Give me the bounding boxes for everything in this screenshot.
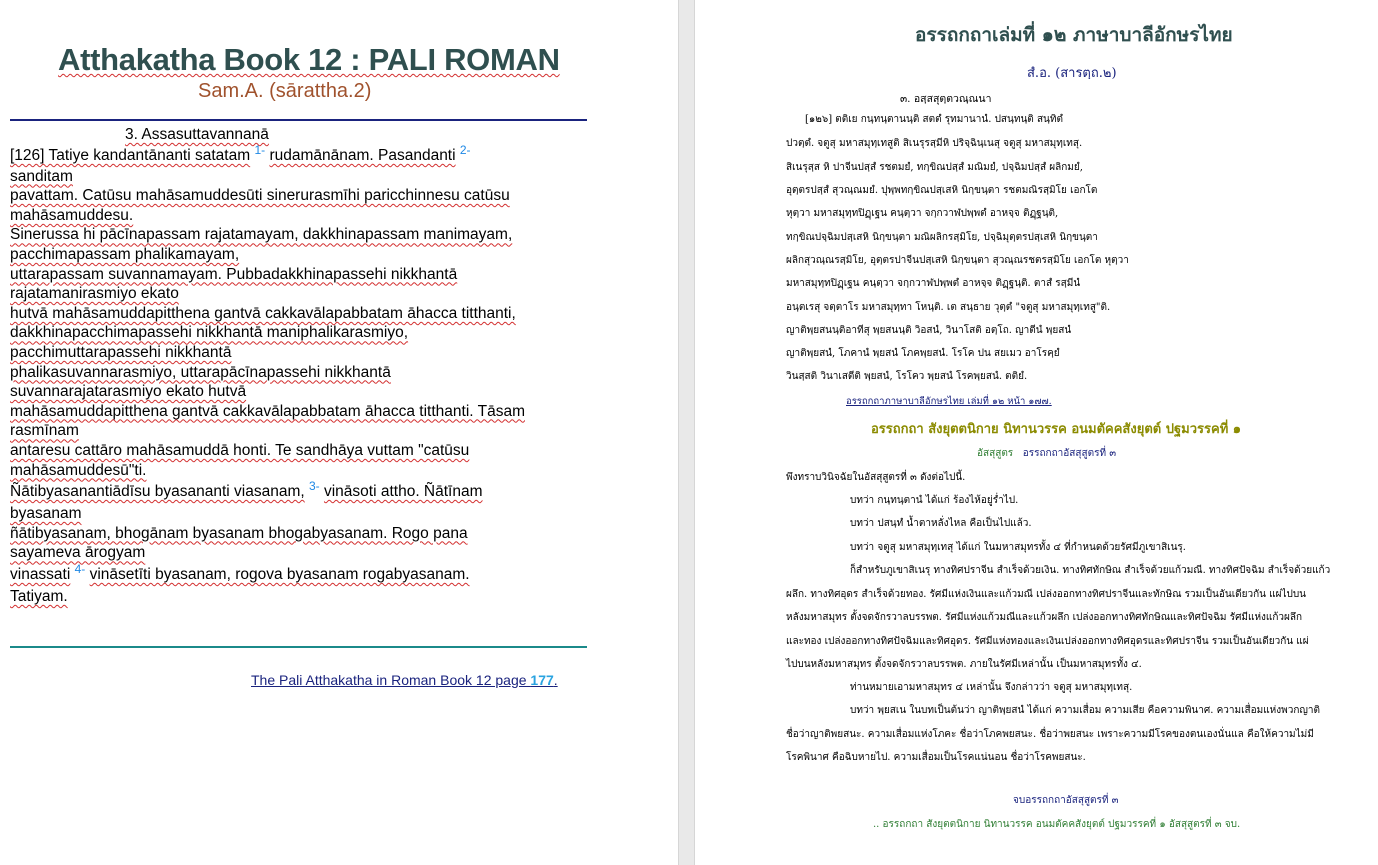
pali-thai-line: วินสฺสติ วินาเสตีติ พฺยสนํ, โรโคว พฺยสนํ โรคพฺยสนํ. ตติยํ. [786, 371, 1028, 382]
pali-roman-body [10, 143, 590, 606]
thai-section-title: อรรถกถา สังยุตตนิกาย นิทานวรรค อนมตัคคสังยุตต์ ปฐมวรรคที่ ๑ [871, 422, 1242, 437]
thai-text-line: บทว่า กนฺทนฺตานํ ได้แก่ ร้องไห้อยู่ร่ำไป. [850, 495, 1019, 506]
sutta-ref: อรรถกถาอัสสุสูตรที่ ๓ [1022, 448, 1117, 459]
footnote-marker[interactable]: 1- [254, 143, 266, 157]
text-line: rajatamanirasmiyo ekato [10, 285, 179, 303]
page-number: 177 [530, 672, 554, 688]
text-line: ñātibyasanam, bhogānam byasanam bhogabyasanam. Rogo pana [10, 524, 468, 542]
thai-text-line: ก็สำหรับภูเขาสิเนรุ ทางทิศปราจีน สำเร็จด้วยเงิน. ทางทิศทักษิณ สำเร็จด้วยแก้วมณี. ทางทิศปัจฉิม สำเร็จด้วยแก้ว [850, 565, 1331, 576]
top-rule [10, 119, 587, 121]
footnote-marker[interactable]: 2- [459, 143, 471, 157]
thai-section-heading: ๓. อสฺสสุตฺตวณฺณนา [900, 93, 992, 105]
thai-text-line: โรคพินาศ คือฉิบหายไป. ความเสื่อมเป็นโรคแน่นอน ชื่อว่าโรคพยสนะ. [786, 752, 1086, 763]
thai-text-line: ผลึก. ทางทิศอุดร สำเร็จด้วยทอง. รัศมีแห่งเงินและแก้วมณี เปล่งออกทางทิศปราจีนและทักษิณ รวมเป็นอันเดียวกัน แผ่ไปบน [786, 589, 1307, 600]
text-line: antaresu cattāro mahāsamuddā honti. Te sandhāya vuttam "catūsu [10, 441, 470, 459]
thai-text-line: ชื่อว่าญาติพยสนะ. ความเสื่อมแห่งโภคะ ชื่อว่าโภคพยสนะ. ชื่อว่าพยสนะ เพราะความมีโรคของตนเองนั่นแล คือให้ความไม่มี [786, 729, 1314, 740]
thai-text-line: ไปบนหลังมหาสมุทร ตั้งจดจักรวาลบรรพต. ภายในรัศมีเหล่านั้น เป็นมหาสมุทรทั้ง ๔. [786, 659, 1142, 670]
text-line: dakkhinapacchimapassehi nikkhantā maniphalikarasmiyo, [10, 324, 409, 342]
text-line: mahāsamuddesu. [10, 206, 134, 224]
heading-text: 3. Assasuttavannanā [125, 126, 269, 143]
pali-thai-line: ปวตฺตํ. จตูสุ มหาสมุทฺเทสูติ สิเนรุรสฺมีหิ ปริจฺฉินฺเนสุ จตูสุ มหาสมุทฺเทสุ. [786, 138, 1083, 149]
text-line: Tatiyam. [10, 587, 68, 605]
thai-text-line: และทอง เปล่งออกทางทิศปัจฉิมและทิศอุดร. รัศมีแห่งทองและเงินเปล่งออกทางทิศอุดรและทิศปราจีน รวมเป็นอันเดียวกัน แผ่ [786, 636, 1309, 647]
thai-end-marker: จบอรรถกถาอัสสุสูตรที่ ๓ [1013, 795, 1119, 806]
page-title: Atthakatha Book 12 : PALI ROMAN [58, 42, 560, 77]
thai-text-line: หลังมหาสมุทร ตั้งจดจักรวาลบรรพต. รัศมีแห่งแก้วมณีและแก้วผลึก เปล่งออกทางทิศทักษิณและทิศปัจฉิม รัศมีแห่งแก้วผลึก [786, 612, 1303, 623]
text-line: Sinerussa hi pācīnapassam rajatamayam, dakkhinapassam manimayam, [10, 226, 513, 244]
left-pane-pali-roman [0, 0, 678, 865]
pali-thai-line: อนฺตเรสุ จตฺตาโร มหาสมุทฺทา โหนฺติ. เต สนฺธาย วุตฺตํ "จตูสุ มหาสมุทฺเทสู"ติ. [786, 302, 1111, 313]
text-line: mahāsamuddapitthena gantvā cakkavālapabbatam āhacca titthanti. Tāsam [10, 402, 525, 420]
thai-end-summary: .. อรรถกถา สังยุตตนิกาย นิทานวรรค อนมตัคคสังยุตต์ ปฐมวรรคที่ ๑ อัสสุสูตรที่ ๓ จบ. [873, 819, 1241, 830]
text-line: rasmīnam [10, 422, 79, 440]
pane-divider[interactable] [678, 0, 695, 865]
text-line: [126] Tatiye kandantānanti satatam $^{1-}$ rudamānānam. Pasandanti $^{2-}$ [10, 143, 471, 164]
text-line: pavattam. Catūsu mahāsamuddesūti sinerurasmīhi paricchinnesu catūsu [10, 187, 510, 205]
text-line: pacchimuttarapassehi nikkhantā [10, 343, 232, 361]
pali-thai-line: หุตฺวา มหาสมุทฺทปิฏฺเฐน คนฺตฺวา จกฺกวาฬปพฺพตํ อาหจฺจ ติฏฺฐนฺติ, [786, 208, 1059, 219]
text-line: suvannarajatarasmiyo ekato hutvā [10, 383, 247, 401]
text-line: uttarapassam suvannamayam. Pubbadakkhinapassehi nikkhantā [10, 265, 458, 283]
pali-thai-line: อุตฺตรปสฺสํ สุวณฺณมยํ. ปุพฺพทกฺขิณปสฺเสหิ นิกฺขนฺตา รชตมณิรสฺมิโย เอกโต [786, 185, 1098, 196]
section-heading [125, 126, 269, 144]
thai-sutta-header [977, 446, 1116, 461]
text-line: phalikasuvannarasmiyo, uttarapācīnapassehi nikkhantā [10, 363, 391, 381]
thai-page-subtitle: สํ.อ. (สารตฺถ.๒) [1027, 66, 1117, 81]
pali-thai-line: ทกฺขิณปจฺฉิมปสฺเสหิ นิกฺขนฺตา มณิผลิกรสฺมิโย, ปจฺฉิมุตฺตรปสฺเสหิ นิกฺขนฺตา [786, 232, 1098, 243]
pali-thai-line: ญาติพฺยสนนฺติอาทีสุ พฺยสนนฺติ วิอสนํ, วินาโสติ อตฺโถ. ญาตีนํ พฺยสนํ [786, 325, 1072, 336]
thai-intro-line: พึงทราบวินิจฉัยในอัสสุสูตรที่ ๓ ดังต่อไปนี้. [786, 472, 966, 483]
sutta-label: อัสสุสูตร [977, 448, 1014, 459]
bottom-rule [10, 646, 587, 648]
pali-thai-line: มหาสมุทฺทปิฏฺเฐน คนฺตฺวา จกฺกวาฬปพฺพตํ อาหจฺจ ติฏฺฐนฺติ. ตาสํ รสฺมีนํ [786, 278, 1081, 289]
pali-thai-line: ญาติพฺยสนํ, โภคานํ พฺยสนํ โภคพฺยสนํ. โรโค ปน สยเมว อาโรคฺยํ [786, 348, 1060, 359]
page-subtitle: Sam.A. (sārattha.2) [198, 80, 372, 102]
thai-page-title: อรรถกถาเล่มที่ ๑๒ ภาษาบาลีอักษรไทย [915, 24, 1233, 46]
text-line: pacchimapassam phalikamayam, [10, 245, 240, 263]
text-line: sayameva ārogyam [10, 544, 146, 562]
thai-text-line: บทว่า พฺยสเน ในบทเป็นต้นว่า ญาติพฺยสนํ ได้แก่ ความเสื่อม ความเสีย คือความพินาศ. ความเสื่อมแห่งพวกญาติ [850, 705, 1321, 716]
footnote-marker[interactable]: 4- [74, 561, 86, 576]
text-line: hutvā mahāsamuddapitthena gantvā cakkavālapabbatam āhacca titthanti, [10, 304, 516, 322]
text-line: byasanam [10, 505, 82, 523]
thai-page-link[interactable]: อรรถกถาภาษาบาลีอักษรไทย เล่มที่ ๑๒ หน้า ๑๗๗. [846, 396, 1052, 407]
pali-thai-line: สิเนรุสฺส หิ ปาจีนปสฺสํ รชตมยํ, ทกฺขิณปสฺสํ มณิมยํ, ปจฺฉิมปสฺสํ ผลิกมยํ, [786, 162, 1083, 173]
text-line: sanditam [10, 167, 73, 185]
text-line: mahāsamuddesū"ti. [10, 461, 147, 479]
pali-thai-line: [๑๒๖] ตติเย กนฺทนฺตานนฺติ สตตํ รุทมานานํ. ปสนฺทนฺติ สนฺทิตํ [805, 114, 1063, 125]
text-line: vinassati $^{4-}$ vināsetīti byasanam, rogova byasanam rogabyasanam. [10, 561, 470, 583]
thai-text-line: บทว่า จตูสุ มหาสมุทฺเทสุ ได้แก่ ในมหาสมุทรทั้ง ๔ ที่กำหนดด้วยรัศมีภูเขาสิเนรุ. [850, 542, 1186, 553]
pali-thai-line: ผลิกสุวณฺณรสฺมิโย, อุตฺตรปาจีนปสฺเสหิ นิกฺขนฺตา สุวณฺณรชตรสฺมิโย เอกโต หุตฺวา [786, 255, 1129, 266]
text-line: Ñātibyasanantiādīsu byasananti viasanam, $^{3-}$ vināsoti attho. Ñātīnam [10, 479, 483, 501]
footer-page-link[interactable]: The Pali Atthakatha in Roman Book 12 page 177. [251, 672, 558, 688]
thai-text-line: บทว่า ปสนฺทํ น้ำตาหลั่งไหล คือเป็นไปแล้ว. [850, 518, 1032, 529]
thai-text-line: ท่านหมายเอามหาสมุทร ๔ เหล่านั้น จึงกล่าวว่า จตูสุ มหาสมุทฺเทสุ. [850, 682, 1133, 693]
footnote-marker[interactable]: 3- [309, 479, 320, 494]
